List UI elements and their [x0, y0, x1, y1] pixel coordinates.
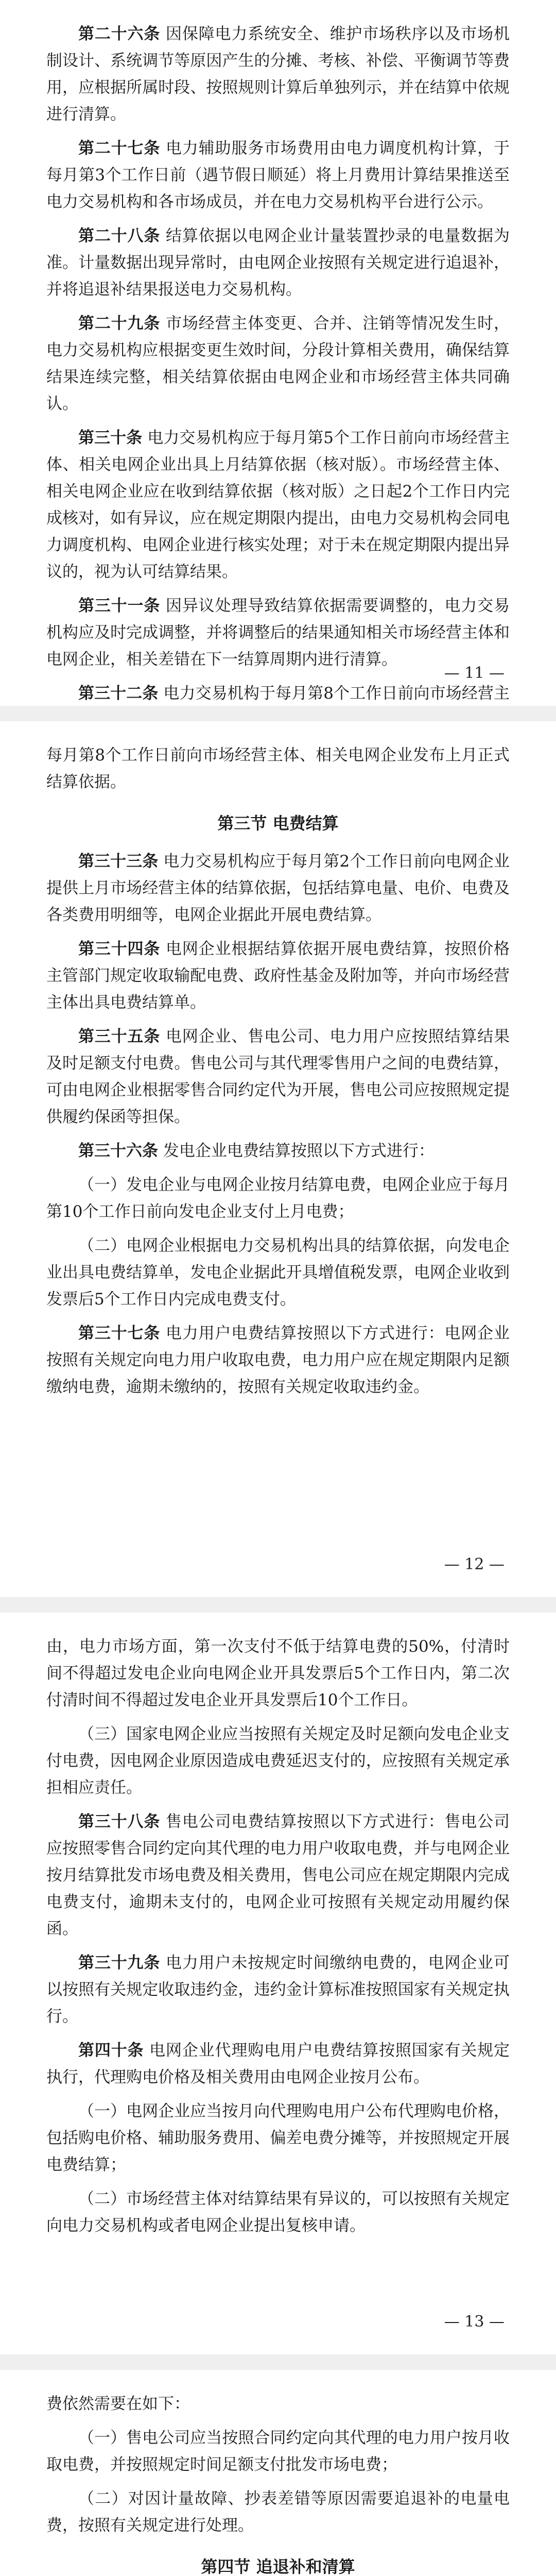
article-number: 第三十七条 [78, 1324, 161, 1343]
article-text: 电力交易机构应于每月第5个工作日前向市场经营主体、相关电网企业出具上月结算依据（核对版）。市场经营主体、相关电网企业应在收到结算依据（核对版）之日起2个工作日内完成核对，如有异议，应在规定期限内提出，由电力交易机构会同电力调度机构、电网企业进行核实处理；对于未在规定期限内提出异议的，视为认可结算结果。 [46, 429, 510, 581]
body-paragraph [46, 2425, 510, 2478]
body-paragraph [46, 592, 510, 673]
page-body [46, 848, 510, 1400]
body-paragraph [46, 1232, 510, 1313]
article-text: 电力辅助服务市场费用由电力调度机构计算，于每月第3个工作日前（遇节假日顺延）将上月费用计算结果推送至电力交易机构和各市场成员，并在电力交易机构平台进行公示。 [46, 139, 510, 211]
article-number: 第四十条 [78, 2041, 144, 2060]
page-number: — 11 — [444, 664, 505, 682]
article-text: （二）电网企业根据电力交易机构出具的结算依据，向发电企业出具电费结算单，发电企业据此开具增值税发票，电网企业收到发票后5个工作日内完成电费支付。 [46, 1236, 510, 1309]
lead-paragraph: 每月第8个工作日前向市场经营主体、相关电网企业发布上月正式结算依据。 [46, 746, 510, 791]
page-gap [0, 1597, 556, 1613]
article-text: 电网企业代理购电用户电费结算按照国家有关规定执行，代理购电价格及相关费用由电网企业按月公布。 [46, 2041, 510, 2087]
body-paragraph [46, 2098, 510, 2178]
article-text: 发电企业电费结算按照以下方式进行： [163, 1142, 435, 1160]
body-paragraph [46, 1138, 510, 1164]
article-text: 市场经营主体变更、合并、注销等情况发生时，电力交易机构应根据变更生效时间，分段计算相关费用，确保结算结果连续完整，相关结算依据由电网企业和市场经营主体共同确认。 [46, 314, 510, 413]
article-text: 因保障电力系统安全、维护市场秩序以及市场机制设计、系统调节等原因产生的分摊、考核、补偿、平衡调节等费用，应根据所属时段、按照规则计算后单独列示，并在结算中依规进行清算。 [46, 25, 510, 124]
article-text: 电网企业、售电公司、电力用户应按照结算结果及时足额支付电费。售电公司与其代理零售用户之间的电费结算，可由电网企业根据零售合同约定代为开展，售电公司应按照规定提供履约保函等担保。 [46, 1027, 510, 1126]
article-number: 第二十六条 [78, 25, 161, 43]
page-number: — 13 — [444, 2313, 505, 2331]
body-paragraph [46, 223, 510, 303]
document-page-3 [0, 1613, 556, 2354]
section-heading: 第四节 追退补和清算 [201, 2557, 355, 2576]
article-number: 第二十九条 [78, 314, 161, 333]
article-text: （二）对因计量故障、抄表差错等原因需要追退补的电量电费，按照有关规定进行处理。 [46, 2489, 510, 2535]
body-paragraph [46, 425, 510, 585]
lead-paragraph: 费依然需要在如下： [46, 2395, 190, 2413]
body-paragraph [46, 2185, 510, 2239]
body-paragraph [46, 2485, 510, 2539]
body-paragraph [46, 2037, 510, 2091]
body-paragraph [46, 1023, 510, 1130]
article-text: 电力交易机构于每月第8个工作日前向市场经营主 [163, 684, 510, 703]
body-paragraph [46, 1808, 510, 1942]
page-gap [0, 2354, 556, 2370]
article-text: （三）国家电网企业应当按照有关规定及时足额向发电企业支付电费，因电网企业原因造成电费延迟支付的，应按照有关规定承担相应责任。 [46, 1725, 510, 1797]
article-text: 结算依据以电网企业计量装置抄录的电量数据为准。计量数据出现异常时，由电网企业按照有关规定进行追退补，并将追退补结果报送电力交易机构。 [46, 227, 510, 299]
body-paragraph [46, 135, 510, 215]
article-number: 第三十九条 [78, 1954, 161, 1972]
document-page-4 [0, 2370, 556, 2576]
article-number: 第三十八条 [78, 1812, 161, 1831]
body-paragraph [46, 936, 510, 1016]
page-body [46, 21, 510, 734]
article-number: 第三十二条 [78, 684, 159, 703]
article-text: （二）市场经营主体对结算结果有异议的，可以按照有关规定向电力交易机构或者电网企业提出复核申请。 [46, 2190, 510, 2235]
lead-paragraph: 由，电力市场方面，第一次支付不低于结算电费的50%，付清时间不得超过发电企业向电网企业开具发票后5个工作日内，第二次付清时间不得超过发电企业开具发票后10个工作日。 [46, 1637, 510, 1709]
page-number: — 12 — [444, 1555, 505, 1573]
document-page-1 [0, 0, 556, 706]
article-text: 电力交易机构应于每月第2个工作日前向电网企业提供上月市场经营主体的结算依据，包括结算电量、电价、电费及各类费用明细等，电网企业据此开展电费结算。 [46, 852, 510, 924]
body-paragraph [46, 1172, 510, 1225]
article-number: 第三十一条 [78, 597, 161, 615]
body-paragraph [46, 1320, 510, 1400]
article-text: （一）售电公司应当按照合同约定向其代理的电力用户按月收取电费，并按照规定时间足额支付批发市场电费； [46, 2429, 510, 2474]
article-number: 第三十条 [78, 429, 143, 447]
body-paragraph [46, 21, 510, 128]
article-number: 第二十八条 [78, 227, 161, 245]
article-text: （一）电网企业应当按月向代理购电用户公布代理购电价格，包括购电价格、辅助服务费用、偏差电费分摊等，并按照规定开展电费结算； [46, 2102, 510, 2174]
article-text: 因异议处理导致结算依据需要调整的，电力交易机构应及时完成调整，并将调整后的结果通知相关市场经营主体和电网企业，相关差错在下一结算周期内进行清算。 [46, 597, 510, 669]
body-paragraph [46, 310, 510, 417]
section-heading: 第三节 电费结算 [217, 814, 339, 833]
article-number: 第三十六条 [78, 1142, 158, 1160]
article-text: 电力用户电费结算按照以下方式进行：电网企业按照有关规定向电力用户收取电费，电力用户应在规定期限内足额缴纳电费，逾期未缴纳的，按照有关规定收取违约金。 [46, 1324, 510, 1396]
article-number: 第三十三条 [78, 852, 159, 871]
page-body [46, 2425, 510, 2539]
body-paragraph [46, 1721, 510, 1801]
article-number: 第三十五条 [78, 1027, 161, 1046]
page-body [46, 1721, 510, 2239]
article-number: 第二十七条 [78, 139, 161, 158]
article-text: （一）发电企业与电网企业按月结算电费，电网企业应于每月第10个工作日前向发电企业支付上月电费； [46, 1176, 510, 1221]
page-gap [0, 706, 556, 721]
body-paragraph [46, 848, 510, 928]
article-number: 第三十四条 [78, 940, 161, 958]
article-text: 电网企业根据结算依据开展电费结算，按照价格主管部门规定收取输配电费、政府性基金及附加等，并向市场经营主体出具电费结算单。 [46, 940, 510, 1012]
article-text: 电力用户未按规定时间缴纳电费的，电网企业可以按照有关规定收取违约金，违约金计算标准按照国家有关规定执行。 [46, 1954, 510, 2026]
body-paragraph [46, 1950, 510, 2030]
article-text: 售电公司电费结算按照以下方式进行：售电公司应按照零售合同约定向其代理的电力用户收取电费，并与电网企业按月结算批发市场电费及相关费用，售电公司应在规定期限内完成电费支付，逾期未支付的，电网企业可按照有关规定动用履约保函。 [46, 1812, 510, 1938]
document-page-2 [0, 721, 556, 1597]
